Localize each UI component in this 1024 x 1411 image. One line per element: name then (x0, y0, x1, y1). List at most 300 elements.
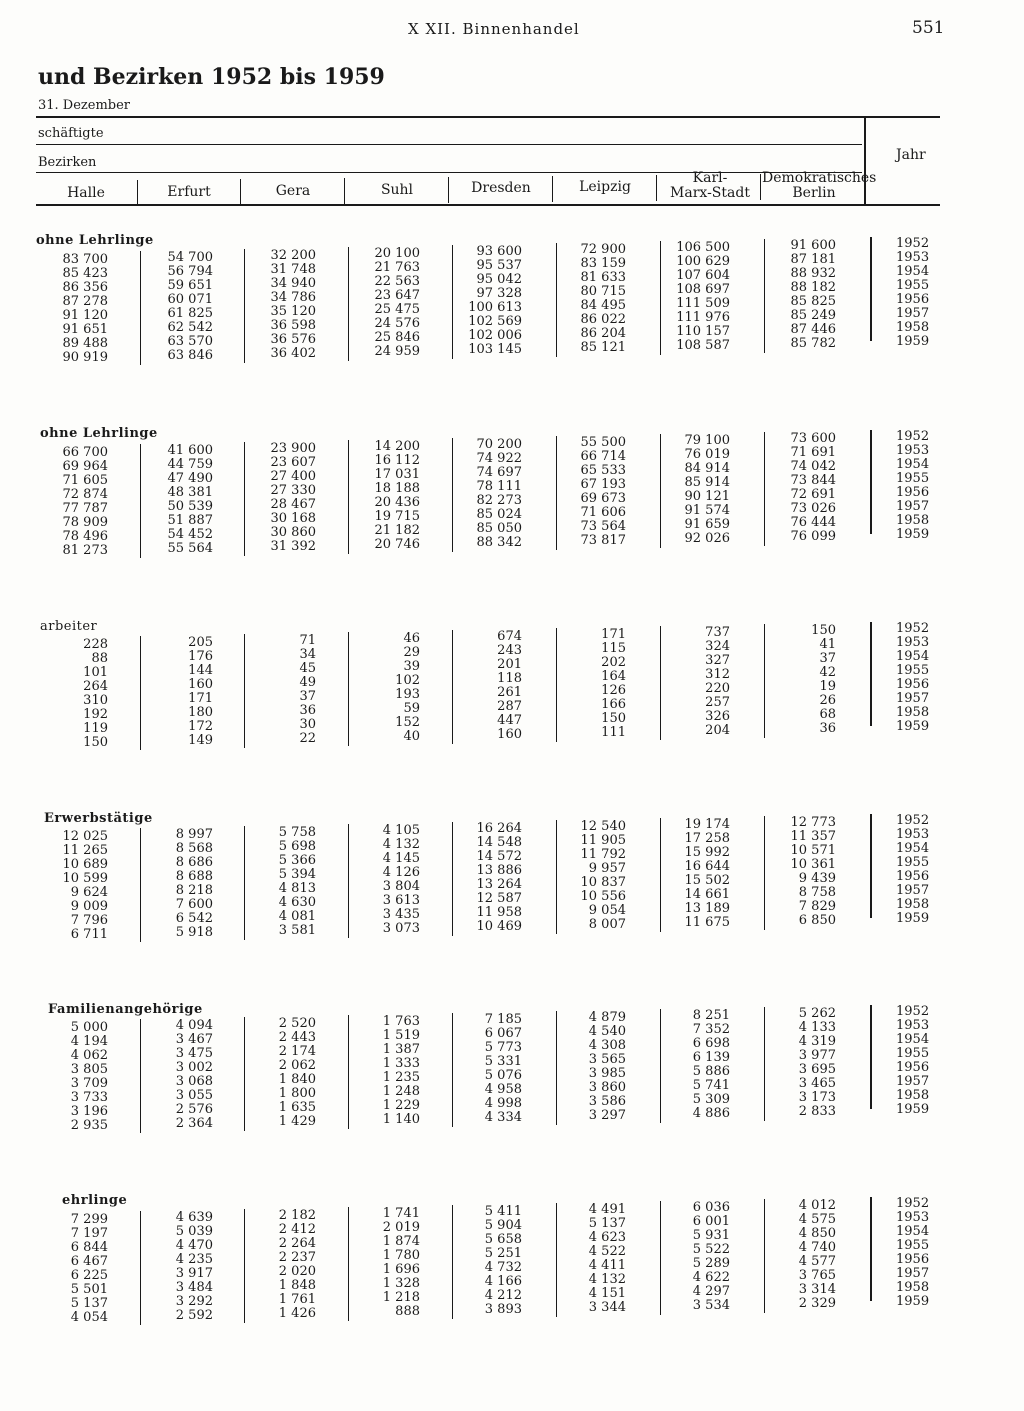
table-cell: 41 (819, 637, 836, 652)
table-cell: 77 787 (62, 501, 108, 516)
table-cell: 34 (299, 647, 316, 662)
table-cell: 37 (819, 651, 836, 666)
table-cell: 6 711 (70, 927, 108, 942)
column-header-karl-line-2: Marx-Stadt (670, 185, 750, 201)
table-cell: 4 540 (588, 1024, 626, 1039)
table-cell: 2 520 (278, 1016, 316, 1031)
table-cell: 11 792 (580, 847, 626, 862)
table-cell: 73 564 (580, 519, 626, 534)
year-cell: 1953 (896, 635, 930, 650)
data-column (422, 822, 522, 934)
table-cell: 4 133 (798, 1020, 836, 1035)
table-cell: 78 496 (62, 529, 108, 544)
table-cell: 3 917 (175, 1266, 213, 1281)
column-divider (348, 632, 349, 746)
table-cell: 172 (188, 719, 213, 734)
table-cell: 46 (403, 631, 420, 646)
year-divider (870, 814, 872, 918)
table-cell: 5 522 (692, 1242, 730, 1257)
table-cell: 1 741 (382, 1206, 420, 1221)
column-divider (556, 820, 557, 934)
table-cell: 71 606 (580, 505, 626, 520)
column-divider (660, 434, 661, 548)
table-cell: 1 328 (382, 1276, 420, 1291)
table-cell: 28 467 (270, 497, 316, 512)
table-cell: 8 686 (175, 855, 213, 870)
table-cell: 81 273 (62, 543, 108, 558)
table-cell: 8 007 (588, 917, 626, 932)
year-cell: 1954 (896, 1032, 930, 1047)
table-cell: 10 571 (790, 843, 836, 858)
column-divider (140, 1211, 141, 1325)
table-cell: 71 (299, 633, 316, 648)
table-cell: 6 139 (692, 1050, 730, 1065)
table-cell: 95 042 (476, 272, 522, 287)
table-cell: 2 062 (278, 1058, 316, 1073)
data-column (216, 634, 316, 746)
page-title: und Bezirken 1952 bis 1959 (38, 64, 385, 90)
year-cell: 1955 (896, 663, 930, 678)
table-cell: 1 780 (382, 1248, 420, 1263)
data-column (422, 438, 522, 550)
table-cell: 3 435 (382, 907, 420, 922)
year-cell: 1959 (896, 1102, 930, 1117)
table-cell: 81 633 (580, 270, 626, 285)
table-cell: 110 157 (676, 324, 730, 339)
year-cell: 1954 (896, 1224, 930, 1239)
table-cell: 180 (188, 705, 213, 720)
year-cell: 1958 (896, 705, 930, 720)
data-column (216, 1017, 316, 1129)
table-cell: 83 700 (62, 252, 108, 267)
data-column (8, 253, 108, 365)
year-cell: 1952 (896, 1004, 930, 1019)
column-divider (348, 824, 349, 938)
data-column (736, 816, 836, 928)
table-cell: 29 (403, 645, 420, 660)
column-divider (660, 241, 661, 355)
column-divider (556, 436, 557, 550)
table-cell: 4 297 (692, 1284, 730, 1299)
table-cell: 3 804 (382, 879, 420, 894)
table-cell: 9 957 (588, 861, 626, 876)
table-cell: 34 940 (270, 276, 316, 291)
table-cell: 32 200 (270, 248, 316, 263)
table-cell: 4 879 (588, 1010, 626, 1025)
table-cell: 166 (601, 697, 626, 712)
header-divider (137, 180, 138, 206)
table-cell: 95 537 (476, 258, 522, 273)
table-cell: 9 439 (798, 871, 836, 886)
table-cell: 15 992 (684, 845, 730, 860)
year-cell: 1954 (896, 457, 930, 472)
year-cell: 1955 (896, 278, 930, 293)
table-cell: 2 329 (798, 1296, 836, 1311)
year-column (896, 430, 929, 542)
table-cell: 4 630 (278, 895, 316, 910)
table-cell: 3 467 (175, 1032, 213, 1047)
table-cell: 6 698 (692, 1036, 730, 1051)
table-cell: 23 900 (270, 441, 316, 456)
data-column (630, 1201, 730, 1313)
table-cell: 152 (395, 715, 420, 730)
table-cell: 9 009 (70, 899, 108, 914)
table-cell: 1 761 (278, 1292, 316, 1307)
column-header-halle: Halle (67, 185, 105, 201)
table-cell: 10 361 (790, 857, 836, 872)
section-label: arbeiter (40, 619, 98, 634)
table-cell: 4 319 (798, 1034, 836, 1049)
table-cell: 3 344 (588, 1300, 626, 1315)
year-cell: 1958 (896, 1088, 930, 1103)
table-cell: 71 691 (790, 445, 836, 460)
table-cell: 3 860 (588, 1080, 626, 1095)
table-cell: 55 564 (167, 541, 213, 556)
column-header-dresden: Dresden (471, 180, 531, 196)
year-cell: 1953 (896, 443, 930, 458)
table-cell: 2 020 (278, 1264, 316, 1279)
section-label: ehrlinge (62, 1193, 128, 1208)
table-cell: 10 689 (62, 857, 108, 872)
data-column (736, 432, 836, 544)
table-cell: 91 659 (684, 517, 730, 532)
column-divider (140, 251, 141, 365)
table-cell: 2 182 (278, 1208, 316, 1223)
table-cell: 35 120 (270, 304, 316, 319)
table-cell: 10 556 (580, 889, 626, 904)
table-cell: 100 613 (468, 300, 522, 315)
table-cell: 115 (601, 641, 626, 656)
table-cell: 5 366 (278, 853, 316, 868)
column-divider (452, 1205, 453, 1319)
data-column (526, 1203, 626, 1315)
column-divider (764, 816, 765, 930)
table-cell: 6 467 (70, 1254, 108, 1269)
table-cell: 1 426 (278, 1306, 316, 1321)
table-cell: 4 998 (484, 1096, 522, 1111)
column-divider (660, 818, 661, 932)
section-label: Familienangehörige (48, 1002, 203, 1017)
table-cell: 4 132 (382, 837, 420, 852)
year-column (896, 814, 929, 926)
year-column (896, 1005, 929, 1117)
header-divider (240, 179, 241, 205)
table-cell: 4 132 (588, 1272, 626, 1287)
table-cell: 84 495 (580, 298, 626, 313)
table-cell: 13 264 (476, 877, 522, 892)
column-divider (244, 442, 245, 556)
column-divider (764, 624, 765, 738)
table-cell: 2 174 (278, 1044, 316, 1059)
data-column (8, 446, 108, 558)
table-cell: 8 251 (692, 1008, 730, 1023)
table-cell: 4 166 (484, 1274, 522, 1289)
table-cell: 5 501 (70, 1282, 108, 1297)
table-cell: 5 411 (484, 1204, 522, 1219)
year-cell: 1955 (896, 471, 930, 486)
table-cell: 25 475 (374, 302, 420, 317)
table-cell: 11 905 (580, 833, 626, 848)
table-cell: 326 (705, 709, 730, 724)
column-divider (660, 1009, 661, 1123)
year-cell: 1956 (896, 869, 930, 884)
table-cell: 90 919 (62, 350, 108, 365)
table-cell: 2 833 (798, 1104, 836, 1119)
table-cell: 1 429 (278, 1114, 316, 1129)
table-cell: 63 846 (167, 348, 213, 363)
table-cell: 27 400 (270, 469, 316, 484)
header-divider (552, 176, 553, 202)
table-cell: 4 212 (484, 1288, 522, 1303)
table-cell: 2 412 (278, 1222, 316, 1237)
table-cell: 287 (497, 699, 522, 714)
year-cell: 1958 (896, 320, 930, 335)
table-cell: 25 846 (374, 330, 420, 345)
table-cell: 88 (91, 651, 108, 666)
table-cell: 1 248 (382, 1084, 420, 1099)
table-cell: 160 (188, 677, 213, 692)
data-column (526, 820, 626, 932)
table-cell: 85 782 (790, 336, 836, 351)
table-cell: 1 763 (382, 1014, 420, 1029)
year-divider (870, 430, 872, 534)
data-column (320, 824, 420, 936)
table-cell: 4 062 (70, 1048, 108, 1063)
table-cell: 31 392 (270, 539, 316, 554)
table-cell: 5 931 (692, 1228, 730, 1243)
table-cell: 15 502 (684, 873, 730, 888)
table-cell: 97 328 (476, 286, 522, 301)
table-cell: 22 (299, 731, 316, 746)
table-cell: 324 (705, 639, 730, 654)
table-cell: 66 700 (62, 445, 108, 460)
column-divider (764, 239, 765, 353)
table-cell: 103 145 (468, 342, 522, 357)
year-cell: 1957 (896, 883, 930, 898)
table-cell: 85 249 (790, 308, 836, 323)
table-cell: 6 067 (484, 1026, 522, 1041)
table-cell: 70 200 (476, 437, 522, 452)
table-cell: 4 151 (588, 1286, 626, 1301)
year-cell: 1957 (896, 1074, 930, 1089)
column-divider (244, 1209, 245, 1323)
table-cell: 2 264 (278, 1236, 316, 1251)
table-cell: 51 887 (167, 513, 213, 528)
table-cell: 78 909 (62, 515, 108, 530)
table-cell: 5 251 (484, 1246, 522, 1261)
table-cell: 111 509 (676, 296, 730, 311)
table-cell: 192 (83, 707, 108, 722)
table-cell: 3 565 (588, 1052, 626, 1067)
table-cell: 74 042 (790, 459, 836, 474)
table-cell: 68 (819, 707, 836, 722)
table-cell: 73 817 (580, 533, 626, 548)
column-divider (140, 444, 141, 558)
year-cell: 1957 (896, 306, 930, 321)
table-cell: 102 (395, 673, 420, 688)
column-header-erfurt: Erfurt (167, 184, 211, 200)
data-column (216, 249, 316, 361)
table-cell: 16 264 (476, 821, 522, 836)
table-cell: 85 121 (580, 340, 626, 355)
table-cell: 6 850 (798, 913, 836, 928)
data-column (736, 1007, 836, 1119)
table-cell: 150 (601, 711, 626, 726)
table-cell: 3 465 (798, 1076, 836, 1091)
data-column (8, 830, 108, 942)
year-cell: 1953 (896, 827, 930, 842)
table-cell: 85 825 (790, 294, 836, 309)
year-cell: 1957 (896, 1266, 930, 1281)
data-column (320, 632, 420, 744)
data-column (8, 1213, 108, 1325)
table-cell: 85 024 (476, 507, 522, 522)
table-cell: 5 289 (692, 1256, 730, 1271)
year-column (896, 237, 929, 349)
table-cell: 1 848 (278, 1278, 316, 1293)
table-cell: 14 200 (374, 439, 420, 454)
table-cell: 61 825 (167, 306, 213, 321)
data-column (320, 247, 420, 359)
table-cell: 30 (299, 717, 316, 732)
table-cell: 48 381 (167, 485, 213, 500)
table-cell: 85 914 (684, 475, 730, 490)
table-cell: 10 599 (62, 871, 108, 886)
data-column (113, 1019, 213, 1131)
column-header-gera: Gera (275, 183, 311, 199)
table-cell: 8 997 (175, 827, 213, 842)
table-cell: 5 039 (175, 1224, 213, 1239)
table-cell: 5 698 (278, 839, 316, 854)
table-cell: 107 604 (676, 268, 730, 283)
table-cell: 3 977 (798, 1048, 836, 1063)
table-cell: 3 733 (70, 1090, 108, 1105)
header-divider (448, 177, 449, 203)
table-cell: 49 (299, 675, 316, 690)
table-cell: 9 624 (70, 885, 108, 900)
table-cell: 69 964 (62, 459, 108, 474)
table-cell: 4 012 (798, 1198, 836, 1213)
table-cell: 3 586 (588, 1094, 626, 1109)
table-cell: 12 025 (62, 829, 108, 844)
table-cell: 1 229 (382, 1098, 420, 1113)
column-divider (348, 1015, 349, 1129)
table-cell: 11 357 (790, 829, 836, 844)
table-cell: 5 918 (175, 925, 213, 940)
page-number: 551 (912, 18, 945, 38)
table-cell: 1 519 (382, 1028, 420, 1043)
table-cell: 3 581 (278, 923, 316, 938)
table-cell: 3 613 (382, 893, 420, 908)
data-column (320, 1015, 420, 1127)
table-cell: 106 500 (676, 240, 730, 255)
table-cell: 86 022 (580, 312, 626, 327)
header-label-beschaeftigte: schäftigte (38, 126, 104, 141)
table-cell: 4 850 (798, 1226, 836, 1241)
table-cell: 9 054 (588, 903, 626, 918)
table-cell: 55 500 (580, 435, 626, 450)
table-cell: 23 607 (270, 455, 316, 470)
column-header-berlin (762, 170, 877, 201)
year-cell: 1959 (896, 527, 930, 542)
column-divider (452, 1013, 453, 1127)
table-cell: 19 715 (374, 509, 420, 524)
column-divider (556, 243, 557, 357)
table-cell: 34 786 (270, 290, 316, 305)
table-cell: 18 188 (374, 481, 420, 496)
table-cell: 56 794 (167, 264, 213, 279)
table-cell: 36 (819, 721, 836, 736)
table-cell: 79 100 (684, 433, 730, 448)
table-cell: 40 (403, 729, 420, 744)
table-cell: 1 800 (278, 1086, 316, 1101)
data-column (630, 818, 730, 930)
data-column (8, 638, 108, 750)
table-cell: 1 140 (382, 1112, 420, 1127)
table-cell: 24 959 (374, 344, 420, 359)
table-cell: 86 204 (580, 326, 626, 341)
table-cell: 73 844 (790, 473, 836, 488)
data-column (630, 241, 730, 353)
column-divider (244, 249, 245, 363)
year-column-header: Jahr (896, 147, 926, 163)
table-cell: 111 976 (676, 310, 730, 325)
year-cell: 1958 (896, 513, 930, 528)
table-cell: 12 773 (790, 815, 836, 830)
table-cell: 50 539 (167, 499, 213, 514)
year-cell: 1952 (896, 236, 930, 251)
year-cell: 1959 (896, 334, 930, 349)
table-cell: 4 623 (588, 1230, 626, 1245)
table-cell: 205 (188, 635, 213, 650)
table-cell: 91 600 (790, 238, 836, 253)
year-cell: 1952 (896, 429, 930, 444)
column-divider (244, 634, 245, 748)
table-cell: 10 469 (476, 919, 522, 934)
column-divider (348, 247, 349, 361)
year-divider (870, 1005, 872, 1109)
table-cell: 220 (705, 681, 730, 696)
year-cell: 1958 (896, 897, 930, 912)
table-cell: 19 (819, 679, 836, 694)
table-cell: 7 600 (175, 897, 213, 912)
table-cell: 108 587 (676, 338, 730, 353)
data-column (320, 1207, 420, 1319)
data-column (630, 1009, 730, 1121)
table-cell: 6 542 (175, 911, 213, 926)
table-cell: 4 639 (175, 1210, 213, 1225)
table-cell: 1 218 (382, 1290, 420, 1305)
table-cell: 59 (403, 701, 420, 716)
table-cell: 261 (497, 685, 522, 700)
table-cell: 63 570 (167, 334, 213, 349)
data-column (422, 1205, 522, 1317)
table-cell: 3 484 (175, 1280, 213, 1295)
table-cell: 36 402 (270, 346, 316, 361)
data-column (422, 245, 522, 357)
table-header-bottom-rule (36, 204, 940, 206)
section-label: ohne Lehrlinge (36, 233, 154, 248)
table-cell: 119 (83, 721, 108, 736)
table-cell: 1 696 (382, 1262, 420, 1277)
table-cell: 4 577 (798, 1254, 836, 1269)
table-cell: 14 661 (684, 887, 730, 902)
table-cell: 76 444 (790, 515, 836, 530)
table-cell: 91 651 (62, 322, 108, 337)
table-cell: 1 874 (382, 1234, 420, 1249)
table-cell: 65 533 (580, 463, 626, 478)
table-cell: 102 006 (468, 328, 522, 343)
